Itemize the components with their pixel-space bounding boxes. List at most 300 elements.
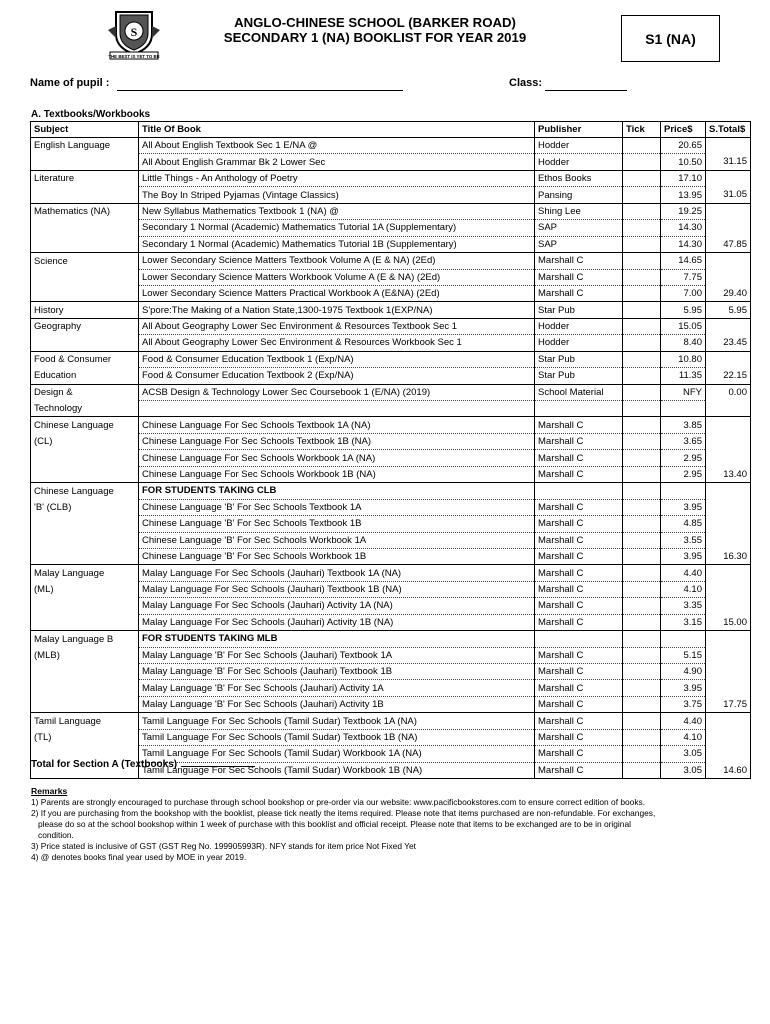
tick-cell[interactable]	[623, 187, 661, 203]
tick-cell[interactable]	[623, 318, 661, 334]
subtotal-cell	[706, 713, 751, 729]
subject-cell: Food & Consumer	[31, 351, 139, 367]
subject-cell	[31, 696, 139, 712]
book-title-cell: Chinese Language For Sec Schools Textbook 1B (NA)	[139, 433, 535, 449]
subject-cell	[31, 450, 139, 466]
price-cell	[661, 631, 706, 647]
column-header-title: Title Of Book	[139, 122, 535, 138]
price-cell: 8.40	[661, 335, 706, 351]
subtotal-cell: 47.85	[706, 236, 751, 252]
price-cell: 14.65	[661, 253, 706, 269]
subtotal-cell	[706, 499, 751, 515]
subtotal-cell	[706, 516, 751, 532]
subtotal-cell: 17.75	[706, 696, 751, 712]
price-cell: 4.10	[661, 581, 706, 597]
subject-cell	[31, 614, 139, 630]
tick-cell[interactable]	[623, 417, 661, 433]
table-row	[31, 170, 751, 186]
tick-cell[interactable]	[623, 253, 661, 269]
subtotal-cell	[706, 647, 751, 663]
price-cell: 7.75	[661, 269, 706, 285]
table-row	[31, 680, 751, 696]
class-code: S1 (NA)	[645, 30, 696, 47]
book-title-cell: All About English Textbook Sec 1 E/NA @	[139, 138, 535, 154]
tick-cell[interactable]	[623, 154, 661, 170]
table-row	[31, 417, 751, 433]
subtotal-cell: 31.05	[706, 187, 751, 203]
subject-cell: Malay Language B	[31, 631, 139, 647]
subtotal-cell	[706, 664, 751, 680]
tick-cell[interactable]	[623, 532, 661, 548]
table-row	[31, 565, 751, 581]
subtotal-cell	[706, 351, 751, 367]
book-title-cell: Malay Language 'B' For Sec Schools (Jauhari) Textbook 1A	[139, 647, 535, 663]
subtotal-cell: 15.00	[706, 614, 751, 630]
book-title-cell: Malay Language 'B' For Sec Schools (Jauhari) Activity 1A	[139, 680, 535, 696]
publisher-cell: Marshall C	[535, 581, 623, 597]
book-title-cell: Chinese Language For Sec Schools Workbook 1A (NA)	[139, 450, 535, 466]
tick-cell[interactable]	[623, 516, 661, 532]
table-row	[31, 647, 751, 663]
publisher-cell: Marshall C	[535, 647, 623, 663]
subtotal-cell: 23.45	[706, 335, 751, 351]
publisher-cell: School Material	[535, 384, 623, 400]
subtotal-cell	[706, 138, 751, 154]
table-row	[31, 499, 751, 515]
subject-cell: (ML)	[31, 581, 139, 597]
tick-cell[interactable]	[623, 433, 661, 449]
book-title-cell: Tamil Language For Sec Schools (Tamil Sudar) Workbook 1B (NA)	[139, 762, 535, 778]
subtotal-cell	[706, 450, 751, 466]
remark-line: condition.	[38, 830, 74, 840]
booklist-table	[30, 121, 751, 779]
subtotal-cell: 14.60	[706, 762, 751, 778]
subtotal-cell	[706, 581, 751, 597]
subject-cell: Mathematics (NA)	[31, 203, 139, 219]
subject-cell: Malay Language	[31, 565, 139, 581]
section-a-title: A. Textbooks/Workbooks	[31, 109, 151, 120]
price-cell: 14.30	[661, 236, 706, 252]
subtotal-cell: 0.00	[706, 384, 751, 400]
tick-cell[interactable]	[623, 631, 661, 647]
subject-cell: Technology	[31, 401, 139, 417]
price-cell: 14.30	[661, 220, 706, 236]
subtotal-cell	[706, 318, 751, 334]
subtotal-cell	[706, 565, 751, 581]
book-title-cell: Malay Language 'B' For Sec Schools (Jauhari) Textbook 1B	[139, 664, 535, 680]
subject-cell	[31, 548, 139, 564]
subtotal-cell: 16.30	[706, 548, 751, 564]
price-cell: 15.05	[661, 318, 706, 334]
subject-cell: History	[31, 302, 139, 318]
subtotal-cell	[706, 220, 751, 236]
publisher-cell: Shing Lee	[535, 203, 623, 219]
tick-cell[interactable]	[623, 138, 661, 154]
price-cell: 4.40	[661, 565, 706, 581]
price-cell: 3.75	[661, 696, 706, 712]
publisher-cell: Marshall C	[535, 253, 623, 269]
tick-cell[interactable]	[623, 170, 661, 186]
tick-cell[interactable]	[623, 302, 661, 318]
subtotal-cell: 13.40	[706, 466, 751, 482]
tick-cell[interactable]	[623, 335, 661, 351]
price-cell: 20.65	[661, 138, 706, 154]
table-row	[31, 729, 751, 745]
table-row	[31, 302, 751, 318]
publisher-cell	[535, 631, 623, 647]
price-cell: 3.05	[661, 746, 706, 762]
price-cell: 2.95	[661, 450, 706, 466]
subtotal-cell: 29.40	[706, 285, 751, 301]
subject-cell: (CL)	[31, 433, 139, 449]
publisher-cell: Star Pub	[535, 302, 623, 318]
publisher-cell: Marshall C	[535, 680, 623, 696]
publisher-cell: Marshall C	[535, 696, 623, 712]
subject-cell	[31, 269, 139, 285]
column-header-price: Price$	[661, 122, 706, 138]
price-cell: 4.40	[661, 713, 706, 729]
table-row	[31, 548, 751, 564]
price-cell	[661, 483, 706, 499]
price-cell: 3.15	[661, 614, 706, 630]
publisher-cell	[535, 483, 623, 499]
price-cell: 3.85	[661, 417, 706, 433]
subject-cell	[31, 187, 139, 203]
table-row	[31, 269, 751, 285]
book-title-cell: Chinese Language 'B' For Sec Schools Workbook 1B	[139, 548, 535, 564]
price-cell: NFY	[661, 384, 706, 400]
school-crest-logo	[106, 8, 162, 60]
table-row	[31, 466, 751, 482]
subject-cell: (MLB)	[31, 647, 139, 663]
tick-cell[interactable]	[623, 483, 661, 499]
class-field[interactable]	[545, 90, 627, 91]
table-row	[31, 187, 751, 203]
book-title-cell: Food & Consumer Education Textbook 2 (Exp/NA)	[139, 368, 535, 384]
table-row	[31, 154, 751, 170]
book-title-cell: The Boy In Striped Pyjamas (Vintage Classics)	[139, 187, 535, 203]
book-title-cell: All About English Grammar Bk 2 Lower Sec	[139, 154, 535, 170]
table-row	[31, 368, 751, 384]
remark-line: please do so at the school bookshop within 1 week of purchase with this booklist and official receipt. Please note that items to be exchanged are to be in original	[38, 819, 631, 829]
subject-cell	[31, 664, 139, 680]
price-cell: 5.15	[661, 647, 706, 663]
booklist-title	[180, 15, 570, 45]
publisher-cell: Marshall C	[535, 417, 623, 433]
table-row	[31, 696, 751, 712]
subject-cell	[31, 466, 139, 482]
publisher-cell: Pansing	[535, 187, 623, 203]
table-row	[31, 483, 751, 499]
publisher-cell: Marshall C	[535, 516, 623, 532]
tick-cell[interactable]	[623, 450, 661, 466]
tick-cell[interactable]	[623, 713, 661, 729]
subject-cell	[31, 680, 139, 696]
price-cell: 7.00	[661, 285, 706, 301]
price-cell: 17.10	[661, 170, 706, 186]
total-label: Total for Section A (Textbooks)	[31, 759, 178, 770]
column-header-tick: Tick	[623, 122, 661, 138]
table-row	[31, 433, 751, 449]
tick-cell[interactable]	[623, 499, 661, 515]
book-title-cell: S'pore:The Making of a Nation State,1300-1975 Textbook 1(EXP/NA)	[139, 302, 535, 318]
subject-cell: 'B' (CLB)	[31, 499, 139, 515]
book-title-cell: Secondary 1 Normal (Academic) Mathematics Tutorial 1A (Supplementary)	[139, 220, 535, 236]
publisher-cell: Marshall C	[535, 285, 623, 301]
svg-text:S: S	[130, 25, 138, 39]
tick-cell[interactable]	[623, 647, 661, 663]
subtotal-cell	[706, 680, 751, 696]
table-header-row	[31, 122, 751, 138]
publisher-cell: Marshall C	[535, 433, 623, 449]
price-cell: 2.95	[661, 466, 706, 482]
table-row	[31, 450, 751, 466]
book-title-cell: Little Things - An Anthology of Poetry	[139, 170, 535, 186]
table-row	[31, 318, 751, 334]
table-row	[31, 203, 751, 219]
book-title-cell: Chinese Language 'B' For Sec Schools Textbook 1A	[139, 499, 535, 515]
price-cell: 3.35	[661, 598, 706, 614]
price-cell: 13.95	[661, 187, 706, 203]
subtotal-cell	[706, 253, 751, 269]
class-label: Class:	[509, 77, 543, 89]
book-title-cell: Tamil Language For Sec Schools (Tamil Sudar) Textbook 1B (NA)	[139, 729, 535, 745]
subject-cell: Chinese Language	[31, 417, 139, 433]
subtotal-cell	[706, 598, 751, 614]
subject-cell	[31, 532, 139, 548]
tick-cell[interactable]	[623, 696, 661, 712]
remark-line: 4) @ denotes books final year used by MOE in year 2019.	[31, 852, 247, 862]
subtotal-cell	[706, 483, 751, 499]
table-row	[31, 598, 751, 614]
tick-cell[interactable]	[623, 351, 661, 367]
publisher-cell: Star Pub	[535, 368, 623, 384]
price-cell	[661, 401, 706, 417]
subject-cell	[31, 335, 139, 351]
book-title-cell: Malay Language For Sec Schools (Jauhari) Textbook 1A (NA)	[139, 565, 535, 581]
title-line-2: SECONDARY 1 (NA) BOOKLIST FOR YEAR 2019	[223, 30, 527, 45]
table-row	[31, 631, 751, 647]
publisher-cell	[535, 401, 623, 417]
table-row	[31, 351, 751, 367]
tick-cell[interactable]	[623, 746, 661, 762]
book-title-cell: Secondary 1 Normal (Academic) Mathematics Tutorial 1B (Supplementary)	[139, 236, 535, 252]
subtotal-cell	[706, 417, 751, 433]
subject-cell	[31, 154, 139, 170]
subject-cell: Tamil Language	[31, 713, 139, 729]
remarks	[31, 786, 731, 863]
tick-cell[interactable]	[623, 269, 661, 285]
column-header-publisher: Publisher	[535, 122, 623, 138]
subject-cell: Education	[31, 368, 139, 384]
publisher-cell: Marshall C	[535, 713, 623, 729]
publisher-cell: Ethos Books	[535, 170, 623, 186]
book-title-cell: FOR STUDENTS TAKING CLB	[139, 483, 535, 499]
subtotal-cell	[706, 433, 751, 449]
pupil-name-field[interactable]	[117, 90, 403, 91]
table-row	[31, 614, 751, 630]
remark-line: 3) Price stated is inclusive of GST (GST Reg No. 199905993R). NFY stands for item price Not Fixed Yet	[31, 841, 416, 851]
price-cell: 3.05	[661, 762, 706, 778]
table-row	[31, 401, 751, 417]
publisher-cell: Marshall C	[535, 450, 623, 466]
table-row	[31, 664, 751, 680]
tick-cell[interactable]	[623, 203, 661, 219]
price-cell: 3.55	[661, 532, 706, 548]
tick-cell[interactable]	[623, 762, 661, 778]
table-row	[31, 253, 751, 269]
book-title-cell: Food & Consumer Education Textbook 1 (Exp/NA)	[139, 351, 535, 367]
publisher-cell: Hodder	[535, 138, 623, 154]
publisher-cell: Marshall C	[535, 746, 623, 762]
price-cell: 3.95	[661, 680, 706, 696]
class-code-box	[621, 15, 720, 62]
tick-cell[interactable]	[623, 729, 661, 745]
price-cell: 10.50	[661, 154, 706, 170]
publisher-cell: Hodder	[535, 335, 623, 351]
book-title-cell: Malay Language For Sec Schools (Jauhari) Textbook 1B (NA)	[139, 581, 535, 597]
book-title-cell: New Syllabus Mathematics Textbook 1 (NA) @	[139, 203, 535, 219]
subtotal-cell	[706, 401, 751, 417]
price-cell: 10.80	[661, 351, 706, 367]
table-row	[31, 516, 751, 532]
subtotal-cell	[706, 269, 751, 285]
publisher-cell: SAP	[535, 220, 623, 236]
tick-cell[interactable]	[623, 680, 661, 696]
subtotal-cell	[706, 170, 751, 186]
subtotal-cell: 5.95	[706, 302, 751, 318]
tick-cell[interactable]	[623, 565, 661, 581]
svg-text:THE BEST IS YET TO BE: THE BEST IS YET TO BE	[108, 53, 160, 59]
column-header-subtotal: S.Total$	[706, 122, 751, 138]
remarks-heading: Remarks	[31, 786, 68, 796]
publisher-cell: Marshall C	[535, 499, 623, 515]
subject-cell: Geography	[31, 318, 139, 334]
total-field[interactable]	[181, 766, 255, 767]
tick-cell[interactable]	[623, 614, 661, 630]
price-cell: 3.95	[661, 499, 706, 515]
tick-cell[interactable]	[623, 285, 661, 301]
table-row	[31, 285, 751, 301]
subject-cell	[31, 285, 139, 301]
publisher-cell: Marshall C	[535, 565, 623, 581]
price-cell: 5.95	[661, 302, 706, 318]
tick-cell[interactable]	[623, 401, 661, 417]
tick-cell[interactable]	[623, 664, 661, 680]
book-title-cell: Tamil Language For Sec Schools (Tamil Sudar) Textbook 1A (NA)	[139, 713, 535, 729]
tick-cell[interactable]	[623, 384, 661, 400]
publisher-cell: Hodder	[535, 318, 623, 334]
publisher-cell: Marshall C	[535, 762, 623, 778]
price-cell: 3.65	[661, 433, 706, 449]
column-header-subject: Subject	[31, 122, 139, 138]
table-row	[31, 532, 751, 548]
tick-cell[interactable]	[623, 368, 661, 384]
publisher-cell: Marshall C	[535, 614, 623, 630]
table-row	[31, 713, 751, 729]
book-title-cell	[139, 401, 535, 417]
section-a-total	[31, 759, 255, 770]
price-cell: 19.25	[661, 203, 706, 219]
subject-cell: (TL)	[31, 729, 139, 745]
book-title-cell: Lower Secondary Science Matters Practical Workbook A (E&NA) (2Ed)	[139, 285, 535, 301]
tick-cell[interactable]	[623, 466, 661, 482]
publisher-cell: Hodder	[535, 154, 623, 170]
price-cell: 4.90	[661, 664, 706, 680]
price-cell: 3.95	[661, 548, 706, 564]
subtotal-cell	[706, 203, 751, 219]
subtotal-cell: 31.15	[706, 154, 751, 170]
publisher-cell: Marshall C	[535, 532, 623, 548]
book-title-cell: Malay Language For Sec Schools (Jauhari) Activity 1A (NA)	[139, 598, 535, 614]
tick-cell[interactable]	[623, 598, 661, 614]
subject-cell: Literature	[31, 170, 139, 186]
publisher-cell: SAP	[535, 236, 623, 252]
book-title-cell: All About Geography Lower Sec Environment & Resources Textbook Sec 1	[139, 318, 535, 334]
subject-cell	[31, 220, 139, 236]
book-title-cell: Malay Language For Sec Schools (Jauhari) Activity 1B (NA)	[139, 614, 535, 630]
remark-line: 2) If you are purchasing from the bookshop with the booklist, please tick neatly the items required. Please note that items purchased are non-refundable. For exchanges,	[31, 808, 656, 818]
publisher-cell: Marshall C	[535, 598, 623, 614]
book-title-cell: All About Geography Lower Sec Environment & Resources Workbook Sec 1	[139, 335, 535, 351]
publisher-cell: Marshall C	[535, 548, 623, 564]
book-title-cell: ACSB Design & Technology Lower Sec Coursebook 1 (E/NA) (2019)	[139, 384, 535, 400]
tick-cell[interactable]	[623, 236, 661, 252]
price-cell: 4.10	[661, 729, 706, 745]
book-title-cell: Chinese Language For Sec Schools Textbook 1A (NA)	[139, 417, 535, 433]
table-row	[31, 335, 751, 351]
table-row	[31, 236, 751, 252]
remark-line: 1) Parents are strongly encouraged to purchase through school bookshop or pre-order via our website: www.pacificbookstores.com to ensure correct edition of books.	[31, 797, 646, 807]
subtotal-cell	[706, 746, 751, 762]
subtotal-cell	[706, 532, 751, 548]
title-line-1: ANGLO-CHINESE SCHOOL (BARKER ROAD)	[234, 15, 516, 30]
publisher-cell: Star Pub	[535, 351, 623, 367]
publisher-cell: Marshall C	[535, 466, 623, 482]
subject-cell: Science	[31, 253, 139, 269]
book-title-cell: Chinese Language For Sec Schools Workbook 1B (NA)	[139, 466, 535, 482]
book-title-cell: Lower Secondary Science Matters Textbook Volume A (E & NA) (2Ed)	[139, 253, 535, 269]
publisher-cell: Marshall C	[535, 269, 623, 285]
subject-cell	[31, 598, 139, 614]
tick-cell[interactable]	[623, 548, 661, 564]
table-row	[31, 384, 751, 400]
subject-cell: Design &	[31, 384, 139, 400]
book-title-cell: Lower Secondary Science Matters Workbook Volume A (E & NA) (2Ed)	[139, 269, 535, 285]
publisher-cell: Marshall C	[535, 729, 623, 745]
tick-cell[interactable]	[623, 581, 661, 597]
book-title-cell: FOR STUDENTS TAKING MLB	[139, 631, 535, 647]
subtotal-cell	[706, 729, 751, 745]
price-cell: 4.85	[661, 516, 706, 532]
book-title-cell: Chinese Language 'B' For Sec Schools Textbook 1B	[139, 516, 535, 532]
subtotal-cell: 22.15	[706, 368, 751, 384]
table-row	[31, 220, 751, 236]
book-title-cell: Chinese Language 'B' For Sec Schools Workbook 1A	[139, 532, 535, 548]
table-row	[31, 138, 751, 154]
subtotal-cell	[706, 631, 751, 647]
subject-cell: Chinese Language	[31, 483, 139, 499]
subject-cell: English Language	[31, 138, 139, 154]
subject-cell	[31, 516, 139, 532]
tick-cell[interactable]	[623, 220, 661, 236]
pupil-name-label: Name of pupil :	[30, 77, 110, 89]
book-title-cell: Malay Language 'B' For Sec Schools (Jauhari) Activity 1B	[139, 696, 535, 712]
price-cell: 11.35	[661, 368, 706, 384]
subject-cell	[31, 236, 139, 252]
book-title-cell: Tamil Language For Sec Schools (Tamil Sudar) Workbook 1A (NA)	[139, 746, 535, 762]
table-row	[31, 581, 751, 597]
